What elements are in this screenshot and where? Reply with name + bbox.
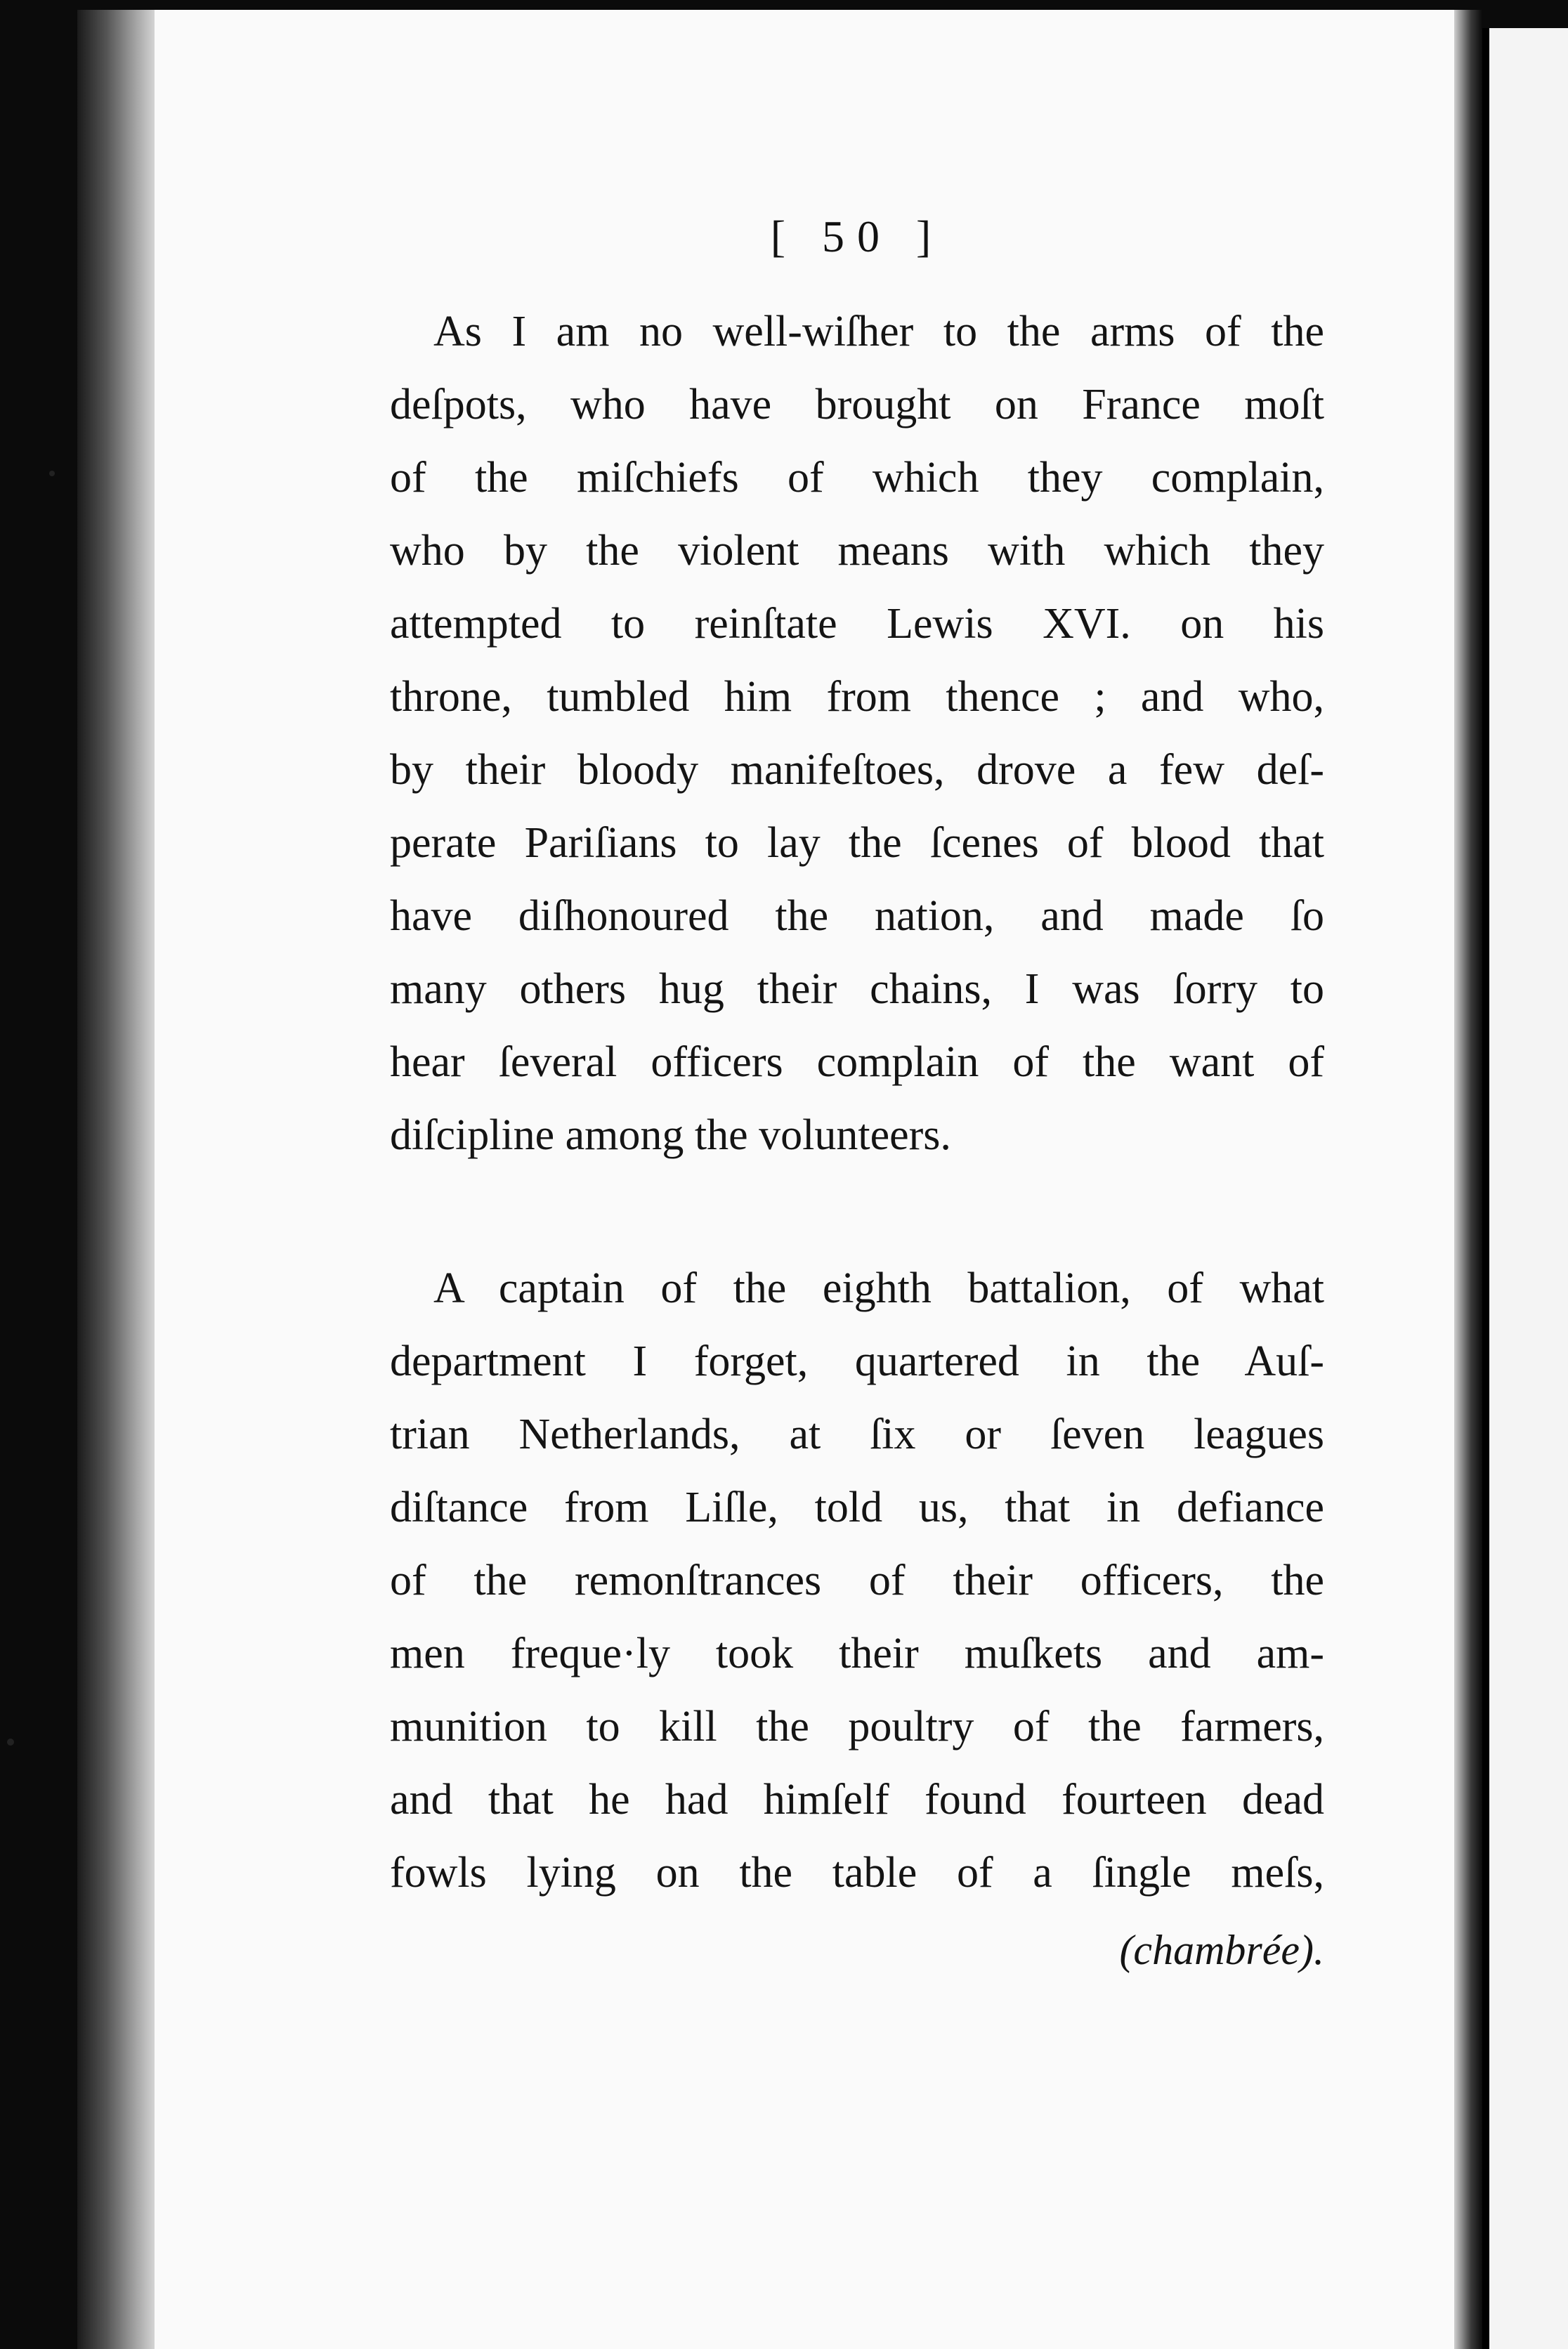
text-line: who by the violent means with which they: [390, 527, 1324, 575]
text-line: trian Netherlands, at ſix or ſeven leagues: [390, 1411, 1324, 1458]
text-line: As I am no well-wiſher to the arms of the: [433, 308, 1324, 355]
text-line: perate Pariſians to lay the ſcenes of blood that: [390, 819, 1324, 867]
text-line: throne, tumbled him from thence ; and who,: [390, 673, 1324, 721]
text-line: fowls lying on the table of a ſingle meſs,: [390, 1849, 1324, 1897]
text-line: attempted to reinſtate Lewis XVI. on his: [390, 600, 1324, 648]
text-line: of the remonſtrances of their officers, the: [390, 1557, 1324, 1604]
text-line: and that he had himſelf found fourteen dead: [390, 1776, 1324, 1824]
text-line: of the miſchiefs of which they complain,: [390, 454, 1324, 502]
catchword: (chambrée).: [1119, 1927, 1324, 1973]
facing-page-strip: [1489, 28, 1568, 2349]
text-line: have diſhonoured the nation, and made ſo: [390, 892, 1324, 940]
paragraph-2: [390, 1252, 1324, 1909]
book-spine-gutter: [77, 10, 162, 2349]
page-right-edge: [1454, 10, 1482, 2349]
body-text: [390, 295, 1324, 1909]
text-line: diſcipline among the volunteers.: [390, 1111, 951, 1159]
text-line: hear ſeveral officers complain of the want of: [390, 1038, 1324, 1086]
text-line: department I forget, quartered in the Auſ-: [390, 1337, 1324, 1385]
text-line: A captain of the eighth battalion, of what: [433, 1264, 1324, 1312]
text-line: many others hug their chains, I was ſorry to: [390, 965, 1324, 1013]
speck-mark: [49, 471, 55, 476]
text-line: munition to kill the poultry of the farmers,: [390, 1703, 1324, 1751]
page-number: [ 50 ]: [770, 211, 944, 261]
text-line: men freque·ly took their muſkets and am-: [390, 1630, 1324, 1677]
text-line: by their bloody manifeſtoes, drove a few deſ-: [390, 746, 1324, 794]
speck-mark: [7, 1739, 14, 1746]
paragraph-1: [390, 295, 1324, 1172]
text-line: diſtance from Liſle, told us, that in defiance: [390, 1484, 1324, 1531]
text-line: deſpots, who have brought on France moſt: [390, 381, 1324, 428]
